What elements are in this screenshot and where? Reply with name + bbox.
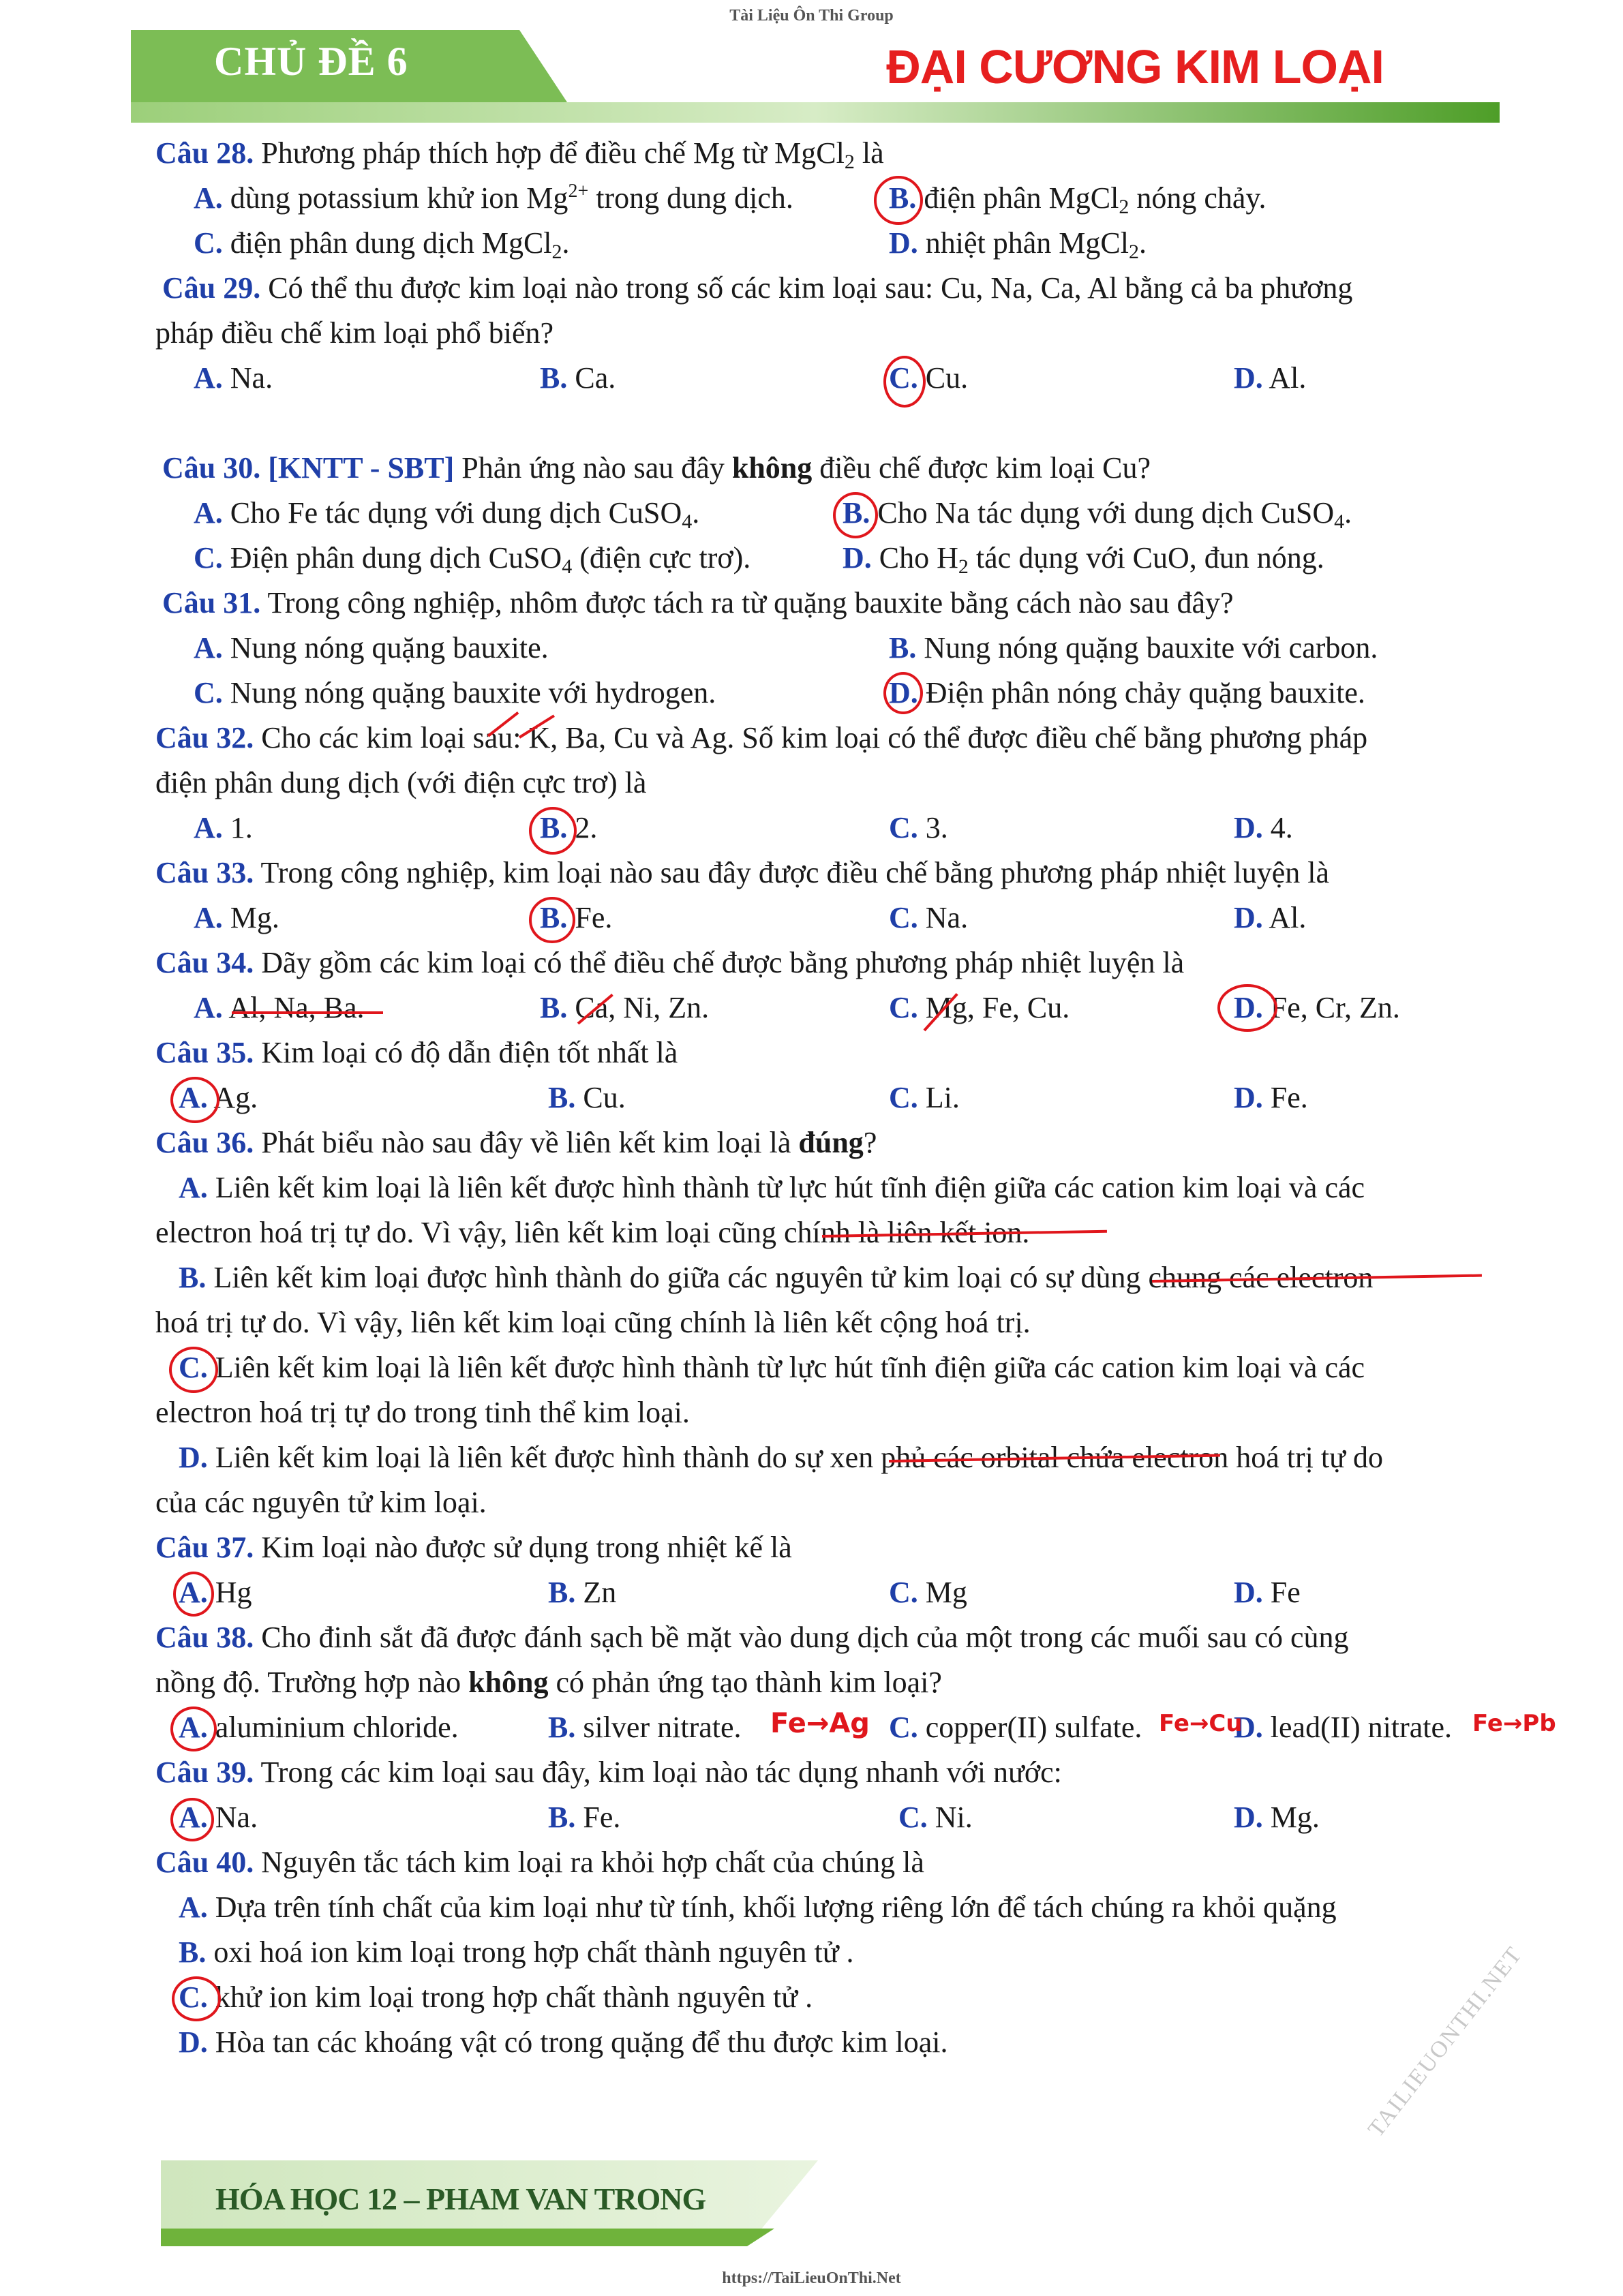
- option-a: A. Nung nóng quặng bauxite.: [194, 631, 549, 664]
- option-d: D. Fe, Cr, Zn.: [1234, 991, 1400, 1024]
- option-d: D. Al.: [1234, 361, 1307, 395]
- option-d: D. Mg.: [1234, 1801, 1320, 1834]
- question-33: Câu 33. Trong công nghiệp, kim loại nào sau đây được điều chế bằng phương pháp nhiệt luyện là: [155, 856, 1329, 889]
- answer-circle-mark: [173, 1572, 214, 1617]
- option-b: B. Fe.: [548, 1801, 621, 1834]
- question-39: Câu 39. Trong các kim loại sau đây, kim loại nào tác dụng nhanh với nước:: [155, 1756, 1062, 1789]
- option-b: B. Liên kết kim loại được hình thành do giữa các nguyên tử kim loại có sự dùng chung các electron: [179, 1261, 1374, 1294]
- option-a: A. Ag.: [179, 1081, 258, 1114]
- option-d: D. nhiệt phân MgCl$_2$.: [889, 226, 1147, 263]
- option-d: D. Hòa tan các khoáng vật có trong quặng để thu được kim loại.: [179, 2025, 948, 2059]
- option-b: B. oxi hoá ion kim loại trong hợp chất thành nguyên tử .: [179, 1935, 854, 1969]
- top-credit: Tài Liệu Ôn Thi Group: [729, 7, 894, 25]
- option-d: D. Liên kết kim loại là liên kết được hình thành do sự xen phủ các orbital chứa electron hoá trị tự do: [179, 1441, 1383, 1474]
- option-d: D. Điện phân nóng chảy quặng bauxite.: [889, 676, 1365, 709]
- option-a: A. Na.: [179, 1801, 258, 1834]
- footer-banner: [161, 2160, 818, 2246]
- option-c: C. 3.: [889, 811, 948, 844]
- option-a: A. Dựa trên tính chất của kim loại như từ tính, khối lượng riêng lớn để tách chúng ra khỏi quặng: [179, 1891, 1337, 1924]
- topic-label: CHỦ ĐỀ 6: [214, 39, 408, 84]
- answer-circle-mark: [169, 1347, 218, 1393]
- question-34: Câu 34. Dãy gồm các kim loại có thể điều chế được bằng phương pháp nhiệt luyện là: [155, 946, 1185, 979]
- option-c: C. điện phân dung dịch MgCl$_2$.: [194, 226, 570, 263]
- option-a: A. Hg: [179, 1576, 252, 1609]
- option-c: C. Mg: [889, 1576, 967, 1609]
- watermark: TAILIEUONTHI.NET: [1363, 1942, 1528, 2142]
- option-d: D. Al.: [1234, 901, 1307, 934]
- answer-circle-mark: [883, 672, 923, 714]
- option-b: B. silver nitrate.: [548, 1711, 742, 1744]
- option-a: A. Liên kết kim loại là liên kết được hình thành từ lực hút tĩnh điện giữa các cation kim loại và các: [179, 1171, 1365, 1204]
- option-b-line-2: hoá trị tự do. Vì vậy, liên kết kim loại cũng chính là liên kết cộng hoá trị.: [155, 1306, 1031, 1339]
- answer-circle-mark: [874, 176, 923, 225]
- option-c: C. Li.: [889, 1081, 960, 1114]
- option-a: A. Cho Fe tác dụng với dung dịch CuSO$_4$.: [194, 496, 700, 533]
- question-40: Câu 40. Nguyên tắc tách kim loại ra khỏi hợp chất của chúng là: [155, 1846, 924, 1879]
- footer-label: HÓA HỌC 12 – PHAM VAN TRONG: [215, 2182, 706, 2216]
- option-b: B. Cho Na tác dụng với dung dịch CuSO$_4$.: [843, 496, 1352, 533]
- question-32: Câu 32. Cho các kim loại sau: K, Ba, Cu và Ag. Số kim loại có thể được điều chế bằng phương pháp: [155, 721, 1368, 754]
- strike-mark: [232, 1011, 383, 1014]
- answer-circle-mark: [170, 1077, 219, 1123]
- handwritten-note: Fe→Cu: [1159, 1710, 1243, 1737]
- handwritten-note: Fe→Pb: [1472, 1710, 1556, 1737]
- option-b: B. Ca, Ni, Zn.: [540, 991, 710, 1024]
- answer-circle-mark: [170, 1706, 217, 1751]
- option-c-line-2: electron hoá trị tự do trong tinh thể kim loại.: [155, 1396, 690, 1429]
- option-d: D. Cho $H_2$ tác dụng với CuO, đun nóng.: [843, 541, 1324, 578]
- question-31: Câu 31. Trong công nghiệp, nhôm được tách ra từ quặng bauxite bằng cách nào sau đây?: [162, 586, 1234, 619]
- option-b: B. Fe.: [540, 901, 613, 934]
- option-a: A. dùng potassium khử ion $Mg^{2+}$ trong dung dịch.: [194, 181, 793, 215]
- question-38: Câu 38. Cho đinh sắt đã được đánh sạch bề mặt vào dung dịch của một trong các muối sau có cùng: [155, 1621, 1349, 1654]
- option-c: C. Mg, Fe, Cu.: [889, 991, 1070, 1024]
- option-a: A. Mg.: [194, 901, 279, 934]
- option-b: B. Nung nóng quặng bauxite với carbon.: [889, 631, 1378, 664]
- footer-url: https://TaiLieuOnThi.Net: [722, 2269, 901, 2287]
- answer-circle-mark: [883, 356, 926, 408]
- option-c: C. Cu.: [889, 361, 969, 395]
- option-d-line-2: của các nguyên tử kim loại.: [155, 1486, 487, 1519]
- question-stem-line: nồng độ. Trường hợp nào không có phản ứng tạo thành kim loại?: [155, 1666, 942, 1699]
- page-title: ĐẠI CƯƠNG KIM LOẠI: [886, 40, 1384, 93]
- option-c: C. copper(II) sulfate.: [889, 1711, 1142, 1744]
- question-30: Câu 30. [KNTT - SBT] Phản ứng nào sau đây không điều chế được kim loại Cu?: [162, 451, 1151, 485]
- answer-circle-mark: [1217, 984, 1277, 1032]
- question-37: Câu 37. Kim loại nào được sử dụng trong nhiệt kế là: [155, 1531, 792, 1564]
- option-d: D. Fe.: [1234, 1081, 1308, 1114]
- option-b: B. Zn: [548, 1576, 617, 1609]
- answer-circle-mark: [529, 807, 577, 855]
- answer-circle-mark: [172, 1976, 221, 2021]
- answer-circle-mark: [833, 492, 878, 538]
- option-c: C. Liên kết kim loại là liên kết được hình thành từ lực hút tĩnh điện giữa các cation kim loại và các: [179, 1351, 1365, 1384]
- question-stem-line: điện phân dung dịch (với điện cực trơ) là: [155, 766, 647, 799]
- question-36: Câu 36. Phát biểu nào sau đây về liên kết kim loại là đúng?: [155, 1126, 877, 1159]
- option-a: A. 1.: [194, 811, 253, 844]
- option-c: C. Ni.: [898, 1801, 973, 1834]
- answer-circle-mark: [529, 897, 575, 943]
- option-a: A. Al, Na, Ba.: [194, 991, 365, 1024]
- option-b: B. Cu.: [548, 1081, 626, 1114]
- option-c: C. Nung nóng quặng bauxite với hydrogen.: [194, 676, 716, 709]
- answer-circle-mark: [170, 1798, 214, 1841]
- option-d: D. Fe: [1234, 1576, 1301, 1609]
- option-c: C. Na.: [889, 901, 969, 934]
- question-stem: Phương pháp thích hợp để điều chế Mg từ MgCl$_2$ là: [261, 136, 884, 173]
- option-d: D. 4.: [1234, 811, 1293, 844]
- option-c: C. Điện phân dung dịch CuSO$_4$ (điện cực trơ).: [194, 541, 751, 578]
- option-b: B. Ca.: [540, 361, 616, 395]
- question-29: Câu 29. Có thể thu được kim loại nào trong số các kim loại sau: Cu, Na, Ca, Al bằng cả ba phương: [162, 271, 1353, 305]
- option-c: C. khử ion kim loại trong hợp chất thành nguyên tử .: [179, 1980, 813, 2014]
- question-35: Câu 35. Kim loại có độ dẫn điện tốt nhất là: [155, 1036, 678, 1069]
- handwritten-note: Fe→Ag: [770, 1708, 870, 1739]
- option-a: A. aluminium chloride.: [179, 1711, 459, 1744]
- option-a-line-2: electron hoá trị tự do. Vì vậy, liên kết kim loại cũng chính là liên kết ion.: [155, 1216, 1030, 1249]
- question-stem-line: pháp điều chế kim loại phổ biến?: [155, 316, 554, 350]
- option-b: B. điện phân MgCl$_2$ nóng chảy.: [889, 181, 1266, 218]
- option-b: B. 2.: [540, 811, 598, 844]
- question-28: [155, 131, 884, 176]
- question-number: Câu 28.: [155, 136, 254, 170]
- option-a: A. Na.: [194, 361, 273, 395]
- option-d: D. lead(II) nitrate.: [1234, 1711, 1453, 1744]
